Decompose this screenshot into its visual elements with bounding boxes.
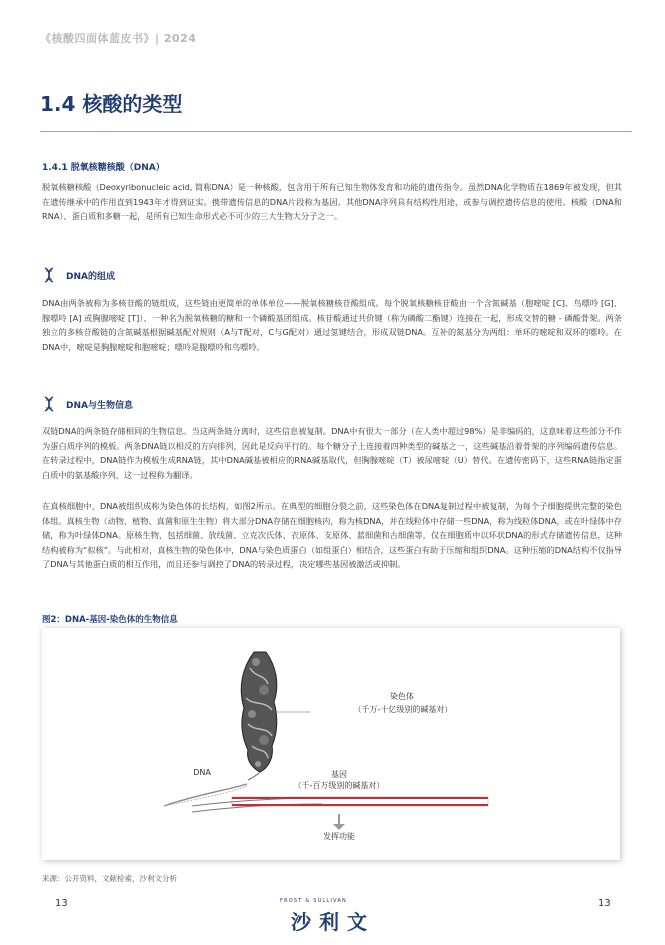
dna-icon: [42, 267, 56, 283]
chromosome-illustration: [241, 652, 277, 780]
dna-icon: [42, 396, 56, 412]
figure-illustration: [42, 628, 620, 860]
intro-paragraph: 脱氧核糖核酸（Deoxyribonucleic acid, 简称DNA）是一种核酸，包含用于所有已知生物体发育和功能的遗传指令。虽然DNA化学物质在1869年被发现，但其在遗传继承中的作用直到1943年才得到证实。携带遗传信息的DNA片段称为基因。其他DNA序列具有结构性用途，或参与调控遗传信息的使用。核酸（DNA和RNA）、蛋白质和多糖一起，是所有已知生命形式必不可少的三大生物大分子之一。: [42, 182, 622, 222]
info-paragraph-1: 双链DNA的两条链存储相同的生物信息。当这两条链分离时，这些信息被复制。DNA中有很大一部分（在人类中超过98%）是非编码的，这意味着这些部分不作为蛋白质序列的模板。两条DNA链以相反的方向排列，因此是反向平行的。每个糖分子上连接着四种类型的碱基之一，这些碱基沿着骨架的序列编码遗传信息。在转录过程中，DNA链作为模板生成RNA链，其中DNA碱基被相应的RNA碱基取代，但胸腺嘧啶（T）被尿嘧啶（U）替代。在遗传密码下，这些RNA链指定蛋白质中的氨基酸序列，这一过程称为翻译。: [42, 426, 622, 480]
page-title: 1.4 核酸的类型: [40, 92, 183, 116]
chromosome-label: 染色体: [390, 692, 414, 701]
document-header: 《核酸四面体蓝皮书》| 2024: [40, 32, 197, 45]
figure-caption: 图2：DNA-基因-染色体的生物信息: [42, 615, 178, 625]
figure-dna-gene-chromosome: [42, 628, 620, 860]
composition-paragraph: DNA由两条被称为多核苷酸的链组成，这些链由更简单的单体单位——脱氧核糖核苷酸组成。每个脱氧核糖核苷酸由一个含氮碱基（胞嘧啶 [C]、鸟嘌呤 [G]、腺嘌呤 [A] 或胸腺嘧啶 [T]）、一种名为脱氧核糖的糖和一个磷酸基团组成。核苷酸通过共价键（称为磷酸二酯键）连接在一起，形成交替的糖 - 磷酸骨架。两条独立的多核苷酸链的含氮碱基根据碱基配对规则（A与T配对，C与G配对）通过氢键结合，形成双链DNA。互补的氮基分为两组：单环的嘧啶和双环的嘌呤。在DNA中，嘧啶是胸腺嘧啶和胞嘧啶；嘌呤是腺嘌呤和鸟嘌呤。: [42, 298, 622, 352]
subsection-heading: 1.4.1 脱氧核糖核酸（DNA）: [42, 163, 165, 173]
function-label: 发挥功能: [323, 832, 355, 841]
chromosome-sublabel: （千万-十亿级别的碱基对）: [353, 705, 453, 714]
brand-logo: 沙利文: [291, 910, 375, 934]
section-label: DNA的组成: [66, 271, 115, 282]
gene-sublabel: （千-百万级别的碱基对）: [293, 781, 385, 790]
source-note: 来源：公开资料，文献检索，沙利文分析: [42, 874, 177, 883]
dna-label: DNA: [193, 768, 211, 777]
title-divider: [40, 131, 632, 132]
section-heading-composition: [42, 267, 115, 283]
gene-segment: [232, 797, 488, 806]
section-label: DNA与生物信息: [66, 400, 133, 411]
dna-strand: [164, 784, 247, 806]
page-number-right: 13: [598, 898, 611, 909]
page-number-left: 13: [55, 898, 68, 909]
section-heading-info: [42, 396, 133, 412]
gene-label: 基因: [331, 770, 347, 779]
info-paragraph-2: 在真核细胞中，DNA被组织成称为染色体的长结构，如图2所示。在典型的细胞分裂之前，这些染色体在DNA复制过程中被复制，为每个子细胞提供完整的染色体组。真核生物（动物、植物、真菌和原生生物）将大部分DNA存储在细胞核内，称为核DNA，并在线粒体中存储一些DNA，称为线粒体DNA，或在叶绿体中存储，称为叶绿体DNA。原核生物，包括细菌、放线菌、立克次氏体、衣原体、支原体、蓝细菌和古细菌等，仅在细胞质中以环状DNA的形式存储遗传信息，这种结构被称为“拟核”。与此相对，真核生物的染色体中，DNA与染色质蛋白（如组蛋白）相结合，这些蛋白有助于压缩和组织DNA。这种压缩的DNA结构不仅指导了DNA与其他蛋白质的相互作用，而且还参与调控了DNA的转录过程，决定哪些基因被激活或抑制。: [42, 501, 622, 570]
logo-subtitle: FROST & SULLIVAN: [280, 898, 347, 904]
